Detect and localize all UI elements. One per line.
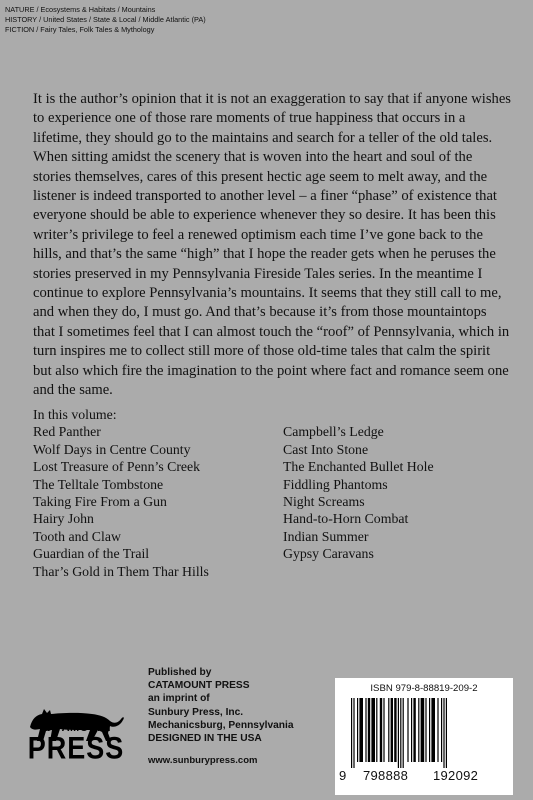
story-title: Lost Treasure of Penn’s Creek bbox=[33, 459, 201, 475]
barcode-bar bbox=[441, 698, 442, 762]
story-title: Guardian of the Trail bbox=[33, 546, 150, 562]
barcode-icon bbox=[349, 698, 499, 768]
story-title: Indian Summer bbox=[283, 528, 369, 544]
story-title: Thar’s Gold in Them Thar Hills bbox=[33, 563, 209, 579]
book-description: It is the author’s opinion that it is not an exaggeration to say that if anyone wishes to experience one of those rare moments of true happiness that occurs in a lifetime, they should go to the maintains and search for a teller of the old tales. When sitting amidst the scenery that is woven into the heart and soul of the stories themselves, cares of this present hectic age seem to melt away, and the listener is indeed transported to another level – a finer “phase” of existence that everyone should be able to experience whenever they so desire. It has been this writer’s privilege to feel a renewed optimism each time I’ve gone back to the hills, and that’s the same “high” that I hope the reader gets when he peruses the stories preserved in my Pennsylvania Fireside Tales series. In the meantime I continue to explore Pennsylvania’s mountains. It seems that they still call to me, and when they do, I must go. And that’s because it’s from those mountaintops that I sometimes feel that I can almost touch the “roof” of Pennsylvania, which in turn inspires me to collect still more of those old-time tales that calm the spirit but also which fire the imagination to the point where fact and romance seem one and the same. bbox=[33, 91, 511, 399]
category-line: FICTION / Fairy Tales, Folk Tales & Mythology bbox=[5, 25, 155, 34]
logo-wordmark-bottom: PRESS bbox=[27, 730, 125, 766]
barcode-bar bbox=[383, 698, 384, 762]
barcode-bar bbox=[425, 698, 426, 762]
barcode-bar bbox=[411, 698, 412, 762]
barcode-bar bbox=[398, 698, 399, 768]
barcode-bar bbox=[359, 698, 363, 762]
logo-wordmark-top: CATAMOUNT bbox=[39, 722, 113, 734]
barcode-bar bbox=[353, 698, 354, 768]
barcode-bar bbox=[371, 698, 375, 762]
story-title: Tooth and Claw bbox=[33, 528, 121, 544]
publisher-website: www.sunburypress.com bbox=[148, 755, 258, 766]
barcode-bar bbox=[394, 698, 396, 762]
story-title: Fiddling Phantoms bbox=[283, 476, 388, 492]
story-title: The Enchanted Bullet Hole bbox=[283, 459, 434, 475]
barcode-bar bbox=[413, 698, 415, 762]
publisher-line: Mechanicsburg, Pennsylvania bbox=[148, 719, 294, 731]
contents-column-left bbox=[33, 423, 283, 580]
story-title: Night Screams bbox=[283, 494, 365, 510]
barcode-bar bbox=[380, 698, 382, 762]
publisher-line: Published by bbox=[148, 667, 212, 678]
barcode-bar bbox=[418, 698, 419, 762]
barcode-bar bbox=[407, 698, 408, 762]
publisher-line: an imprint of bbox=[148, 693, 210, 705]
story-title: Wolf Days in Centre County bbox=[33, 441, 191, 457]
barcode-bar bbox=[429, 698, 430, 762]
contents-column-right bbox=[283, 423, 511, 580]
isbn-label: ISBN 979-8-88819-209-2 bbox=[370, 683, 478, 694]
barcode-digit-group: 192092 bbox=[433, 768, 479, 783]
barcode-digit-group: 798888 bbox=[363, 768, 409, 783]
story-title: Hand-to-Horn Combat bbox=[283, 511, 409, 527]
contents-list bbox=[33, 406, 511, 580]
barcode-bar bbox=[391, 698, 393, 762]
category-line: HISTORY / United States / State & Local / Middle Atlantic (PA) bbox=[5, 15, 206, 24]
barcode-panel bbox=[335, 678, 513, 795]
publisher-info bbox=[148, 666, 294, 745]
contents-heading: In this volume: bbox=[33, 407, 117, 422]
barcode-bar bbox=[446, 698, 447, 768]
barcode-bar bbox=[421, 698, 425, 762]
barcode-digit-first: 9 bbox=[339, 768, 347, 783]
barcode-bar bbox=[431, 698, 435, 762]
barcode-bar bbox=[443, 698, 444, 768]
publisher-line: Sunbury Press, Inc. bbox=[148, 706, 244, 718]
barcode-bar bbox=[368, 698, 370, 762]
barcode-bar bbox=[400, 698, 401, 768]
story-title: The Telltale Tombstone bbox=[33, 476, 164, 492]
story-title: Campbell’s Ledge bbox=[283, 424, 384, 440]
story-title: Cast Into Stone bbox=[283, 441, 369, 457]
publisher-line: CATAMOUNT PRESS bbox=[148, 680, 250, 692]
barcode-bar bbox=[376, 698, 377, 762]
category-line: NATURE / Ecosystems & Habitats / Mountains bbox=[5, 5, 156, 14]
barcode-bar bbox=[403, 698, 404, 768]
publisher-line: DESIGNED IN THE USA bbox=[148, 733, 262, 745]
story-title: Red Panther bbox=[33, 424, 101, 440]
barcode-bar bbox=[351, 698, 352, 768]
barcode-bar bbox=[437, 698, 438, 762]
barcode-bar bbox=[388, 698, 389, 762]
story-title: Gypsy Caravans bbox=[283, 546, 374, 562]
barcode-bar bbox=[357, 698, 358, 762]
category-list bbox=[5, 5, 206, 35]
story-title: Taking Fire From a Gun bbox=[33, 494, 167, 510]
barcode-bar bbox=[365, 698, 366, 762]
story-title: Hairy John bbox=[33, 511, 94, 527]
